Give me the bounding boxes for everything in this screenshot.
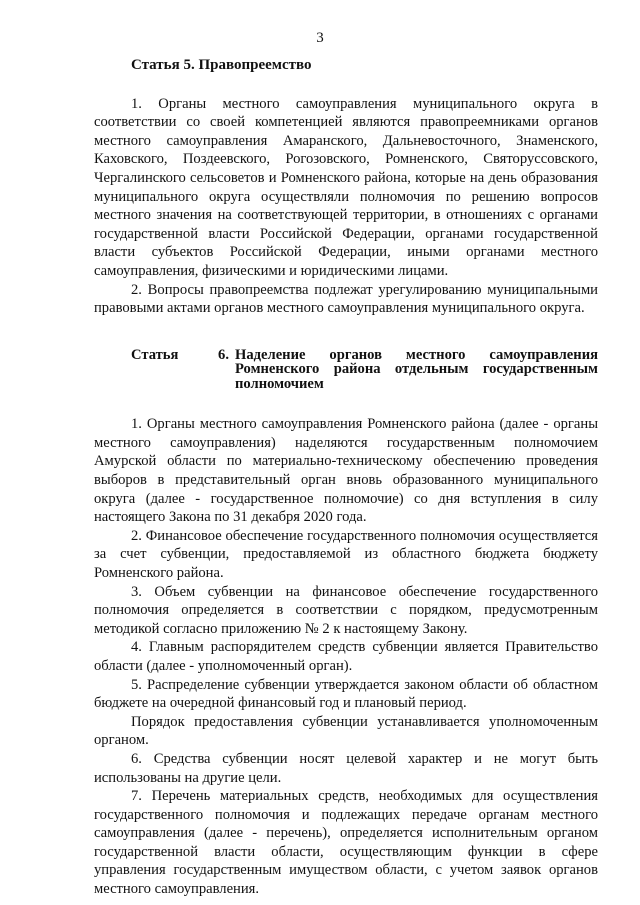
article-6-paragraph-2: 2. Финансовое обеспечение государственного полномочия осуществляется за счет субвенции, предоставляемой из областного бюджета бюджету Ромненского района. <box>94 527 598 581</box>
page-number: 3 <box>316 30 324 46</box>
article-6-paragraph-5: 5. Распределение субвенции утверждается законом области об областном бюджете на очередной финансовый год и плановый период. <box>94 676 598 712</box>
article-6-label <box>131 348 229 392</box>
article-6-paragraph-4: 4. Главным распорядителем средств субвенции является Правительство области (далее - уполномоченный орган). <box>94 639 598 674</box>
article-6-heading <box>131 348 598 392</box>
article-5-heading: Статья 5. Правопреемство <box>131 57 312 73</box>
document-body <box>94 56 598 899</box>
article-6-paragraph-3: 3. Объем субвенции на финансовое обеспечение государственного полномочия определяется в соответствии с порядком, предусмотренным методикой согласно приложению № 2 к настоящему Закону. <box>94 583 598 637</box>
article-6-paragraph-1: 1. Органы местного самоуправления Ромненского района (далее - органы местного самоуправления) наделяются государственным полномочием Амурской области по материально-техническому обеспечению проведения выборов в представительный орган вновь образованного муниципального округа (далее - государственное полномочие) со дня вступления в силу настоящего Закона по 31 декабря 2020 года. <box>94 416 598 526</box>
article-6-label-word: Статья <box>131 346 179 363</box>
article-6-paragraph-6: 6. Средства субвенции носят целевой характер и не могут быть использованы на другие цели. <box>94 750 598 786</box>
article-6-label-number: 6. <box>218 346 229 363</box>
article-5-paragraph-1: 1. Органы местного самоуправления муниципального округа в соответствии со своей компетенцией являются правопреемниками органов местного самоуправления Амаранского, Дальневосточного, Знаменского, Каховского, Поздеевского, Рогозовского, Ромненского, Святорусcовского, Чергалинского сельсоветов и Ромненского района, которые на день образования муниципального округа осуществляли полномочия по решению вопросов местного значения на соответствующей территории, в отношениях с органами государственной власти Российской Федерации, органами государственной власти субъектов Российской Федерации, иными органами местного самоуправления, физическими и юридическими лицами. <box>94 95 598 279</box>
article-6-title: Наделение органов местного самоуправления Ромненского района отдельным государственным полномочием <box>235 346 598 392</box>
article-6-paragraph-5-continued: Порядок предоставления субвенции устанавливается уполномоченным органом. <box>94 713 598 749</box>
article-6-paragraph-7: 7. Перечень материальных средств, необходимых для осуществления государственного полномочия и подлежащих передаче органам местного самоуправления (далее - перечень), определяется исполнительным органом государственной власти области, осуществляющим функции в сфере управления государственным имуществом области, с учетом заявок органов местного самоуправления. <box>94 788 598 898</box>
article-5-paragraph-2: 2. Вопросы правопреемства подлежат урегулированию муниципальными правовыми актами органов местного самоуправления муниципального округа. <box>94 281 598 317</box>
